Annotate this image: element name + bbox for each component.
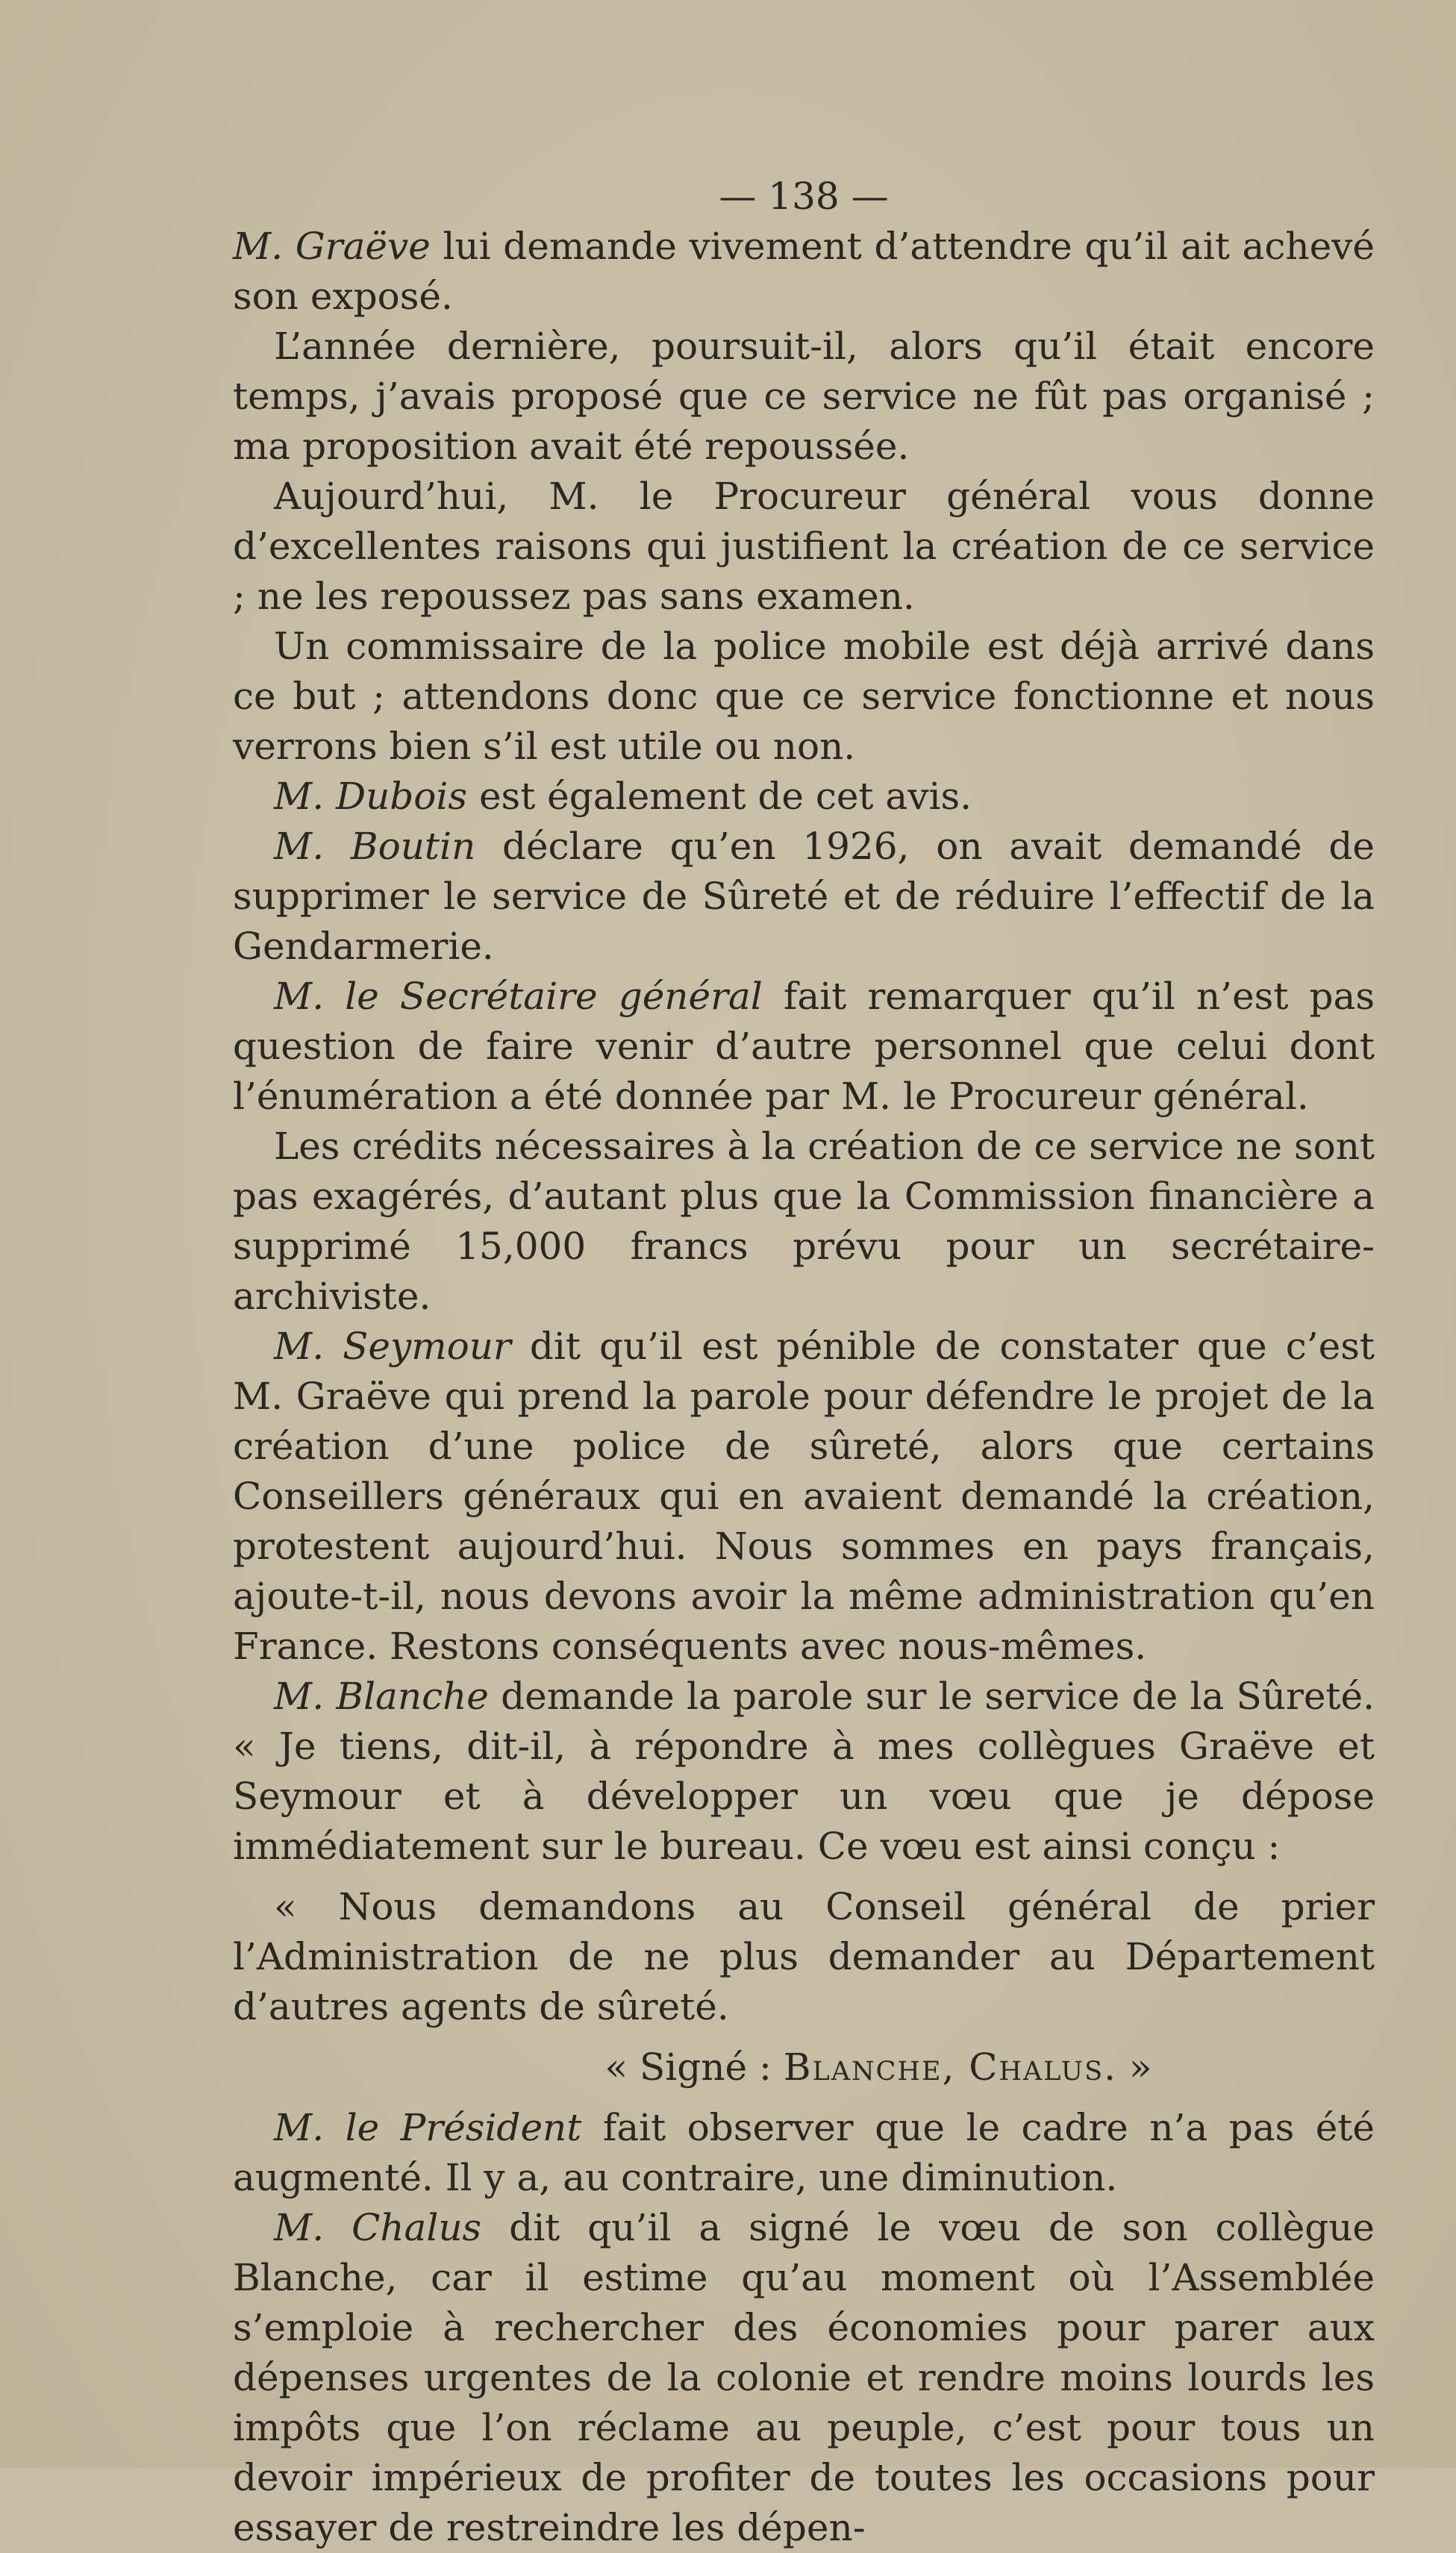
paragraph (233, 2203, 1375, 2553)
speaker-name: M. le Secrétaire général (274, 975, 763, 1018)
signature-names: Blanche, Chalus. (783, 2046, 1117, 2089)
paragraph: Les crédits nécessaires à la création de ce service ne sont pas exagérés, d’autant plus que la Commission financière a supprimé 15,000 francs prévu pour un secrétaire-archiviste. (233, 1125, 1375, 1318)
speaker-name: M. Graëve (233, 225, 431, 268)
paragraph: Un commissaire de la police mobile est déjà arrivé dans ce but ; attendons donc que ce service fonctionne et nous verrons bien s’il est utile ou non. (233, 625, 1375, 768)
speaker-name: M. Seymour (274, 1325, 511, 1368)
paragraph (233, 1672, 1375, 1872)
paragraph (233, 822, 1375, 972)
paragraph (233, 972, 1375, 1122)
page-number: — 138 — (719, 175, 889, 218)
speaker-name: M. Boutin (274, 825, 476, 868)
signature-line (233, 2043, 1375, 2093)
speaker-name: M. le Président (274, 2106, 582, 2149)
paragraph (233, 222, 1375, 322)
signature-prefix: « Signé : (604, 2046, 784, 2089)
page-text-block (233, 172, 1375, 2553)
paragraph-text: dit qu’il a signé le vœu de son collègue Blanche, car il estime qu’au moment où l’Assemblée s’emploie à rechercher des économies pour parer aux dépenses urgentes de la colonie et rendre moins lourds les impôts que l’on réclame au peuple, c’est pour tous un devoir impérieux de profiter de toutes les occasions pour essayer de restreindre les dépen- (233, 2206, 1375, 2549)
paragraph: Aujourd’hui, M. le Procureur général vous donne d’excellentes raisons qui justifient la création de ce service ; ne les repoussez pas sans examen. (233, 475, 1375, 618)
paragraph (233, 2103, 1375, 2203)
paragraph: L’année dernière, poursuit-il, alors qu’il était encore temps, j’avais proposé que ce service ne fût pas organisé ; ma proposition avait été repoussée. (233, 325, 1375, 468)
speaker-name: M. Chalus (274, 2206, 482, 2249)
paragraph (233, 772, 1375, 822)
paragraph (233, 1322, 1375, 1672)
signature-suffix: » (1116, 2046, 1152, 2089)
paragraph-text: fait remarquer qu’il n’est pas question de faire venir d’autre personnel que celui dont l’énumération a été donnée par M. le Procureur général. (233, 975, 1375, 1118)
quoted-motion: « Nous demandons au Conseil général de prier l’Administration de ne plus demander au Département d’autres agents de sûreté. (233, 1885, 1375, 2028)
paragraph-text: est également de cet avis. (467, 775, 972, 818)
speaker-name: M. Blanche (274, 1675, 489, 1718)
paragraph-text: demande la parole sur le service de la Sûreté. « Je tiens, dit-il, à répondre à mes collègues Graëve et Seymour et à développer un vœu que je dépose immédiatement sur le bureau. Ce vœu est ainsi conçu : (233, 1675, 1375, 1868)
speaker-name: M. Dubois (274, 775, 468, 818)
paragraph-text: lui demande vivement d’attendre qu’il ait achevé son exposé. (233, 225, 1375, 318)
paragraph-text: déclare qu’en 1926, on avait demandé de supprimer le service de Sûreté et de réduire l’effectif de la Gendarmerie. (233, 825, 1375, 968)
paragraph-text: fait observer que le cadre n’a pas été augmenté. Il y a, au contraire, une diminution. (233, 2106, 1375, 2199)
paragraph-text: dit qu’il est pénible de constater que c’est M. Graëve qui prend la parole pour défendre le projet de la création d’une police de sûreté, alors que certains Conseillers généraux qui en avaient demandé la création, protestent aujourd’hui. Nous sommes en pays français, ajoute-t-il, nous devons avoir la même administration qu’en France. Restons conséquents avec nous-mêmes. (233, 1325, 1375, 1668)
